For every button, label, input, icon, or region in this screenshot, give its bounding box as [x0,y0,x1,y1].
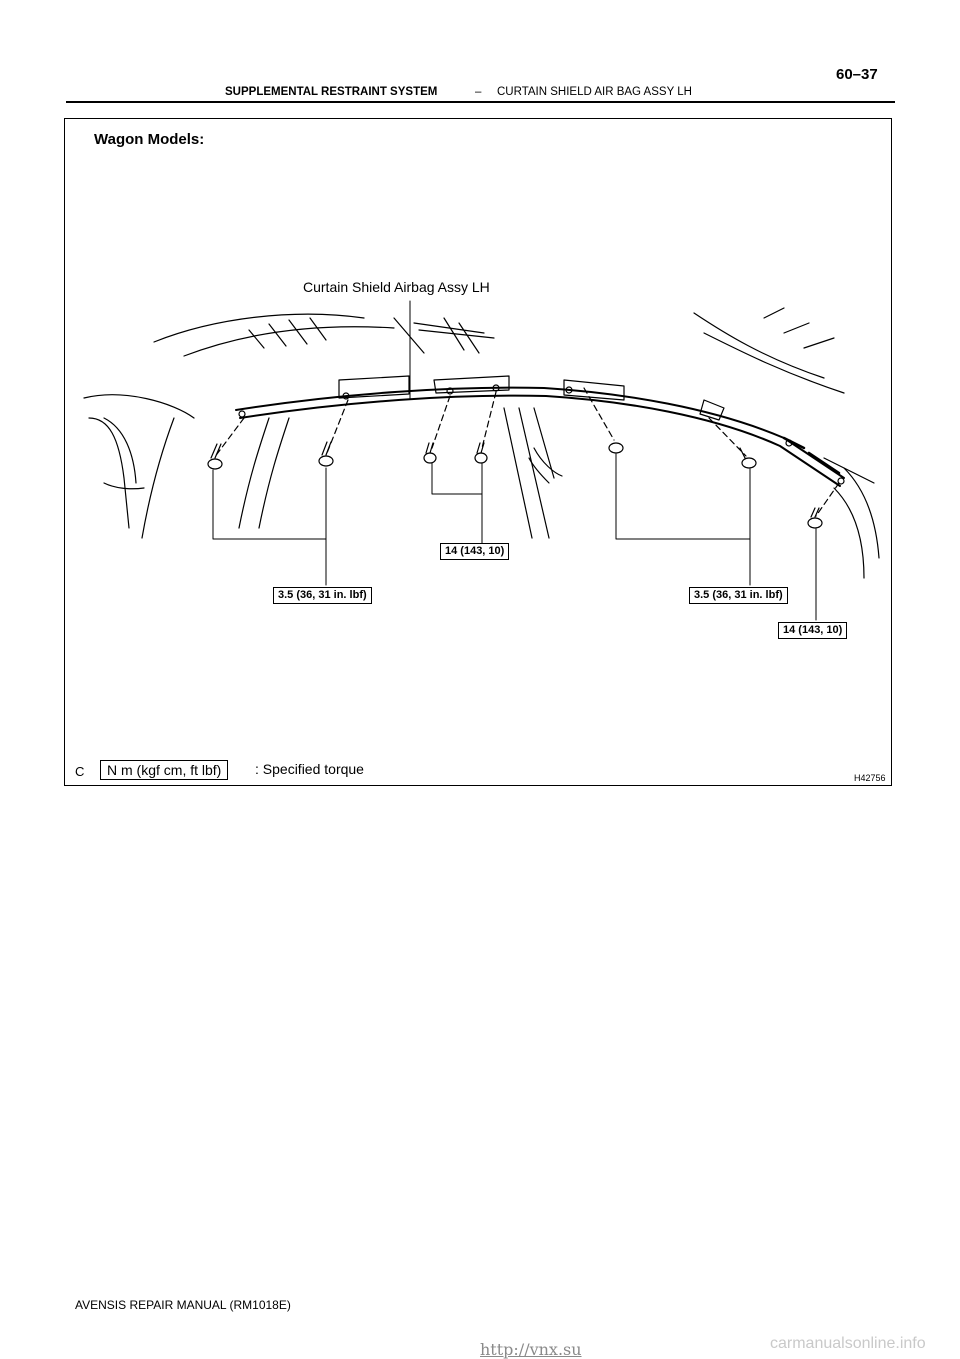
callout-leaders [213,301,816,620]
bolt-icon [208,444,222,469]
airbag-roof-diagram [64,118,892,786]
legend-prefix: C [75,764,85,779]
torque-spec-center: 14 (143, 10) [440,543,509,560]
airbag-part-label: Curtain Shield Airbag Assy LH [303,279,490,295]
torque-spec-right: 3.5 (36, 31 in. lbf) [689,587,788,604]
bolts [208,442,822,528]
watermark-link[interactable]: http://vnx.su [480,1340,582,1359]
section-title: SUPPLEMENTAL RESTRAINT SYSTEM [225,86,438,98]
bolt-icon [609,443,623,453]
bolt-icon [424,443,436,463]
bolt-guide-lines [214,388,839,516]
figure-subtitle: Wagon Models: [94,131,205,148]
bolt-icon [475,443,487,463]
torque-spec-left: 3.5 (36, 31 in. lbf) [273,587,372,604]
legend-description: : Specified torque [255,761,364,777]
bolt-icon [740,448,756,468]
header-separator: – [475,86,482,98]
page-number: 60–37 [836,66,878,83]
header-rule [66,101,895,103]
watermark-site: carmanualsonline.info [770,1335,926,1352]
manual-footer: AVENSIS REPAIR MANUAL (RM1018E) [75,1298,291,1312]
figure-code: H42756 [854,773,886,783]
topic-title: CURTAIN SHIELD AIR BAG ASSY LH [497,86,692,98]
torque-spec-rear: 14 (143, 10) [778,622,847,639]
legend-unit-box: N m (kgf cm, ft lbf) [100,760,228,780]
bolt-icon [319,442,333,466]
